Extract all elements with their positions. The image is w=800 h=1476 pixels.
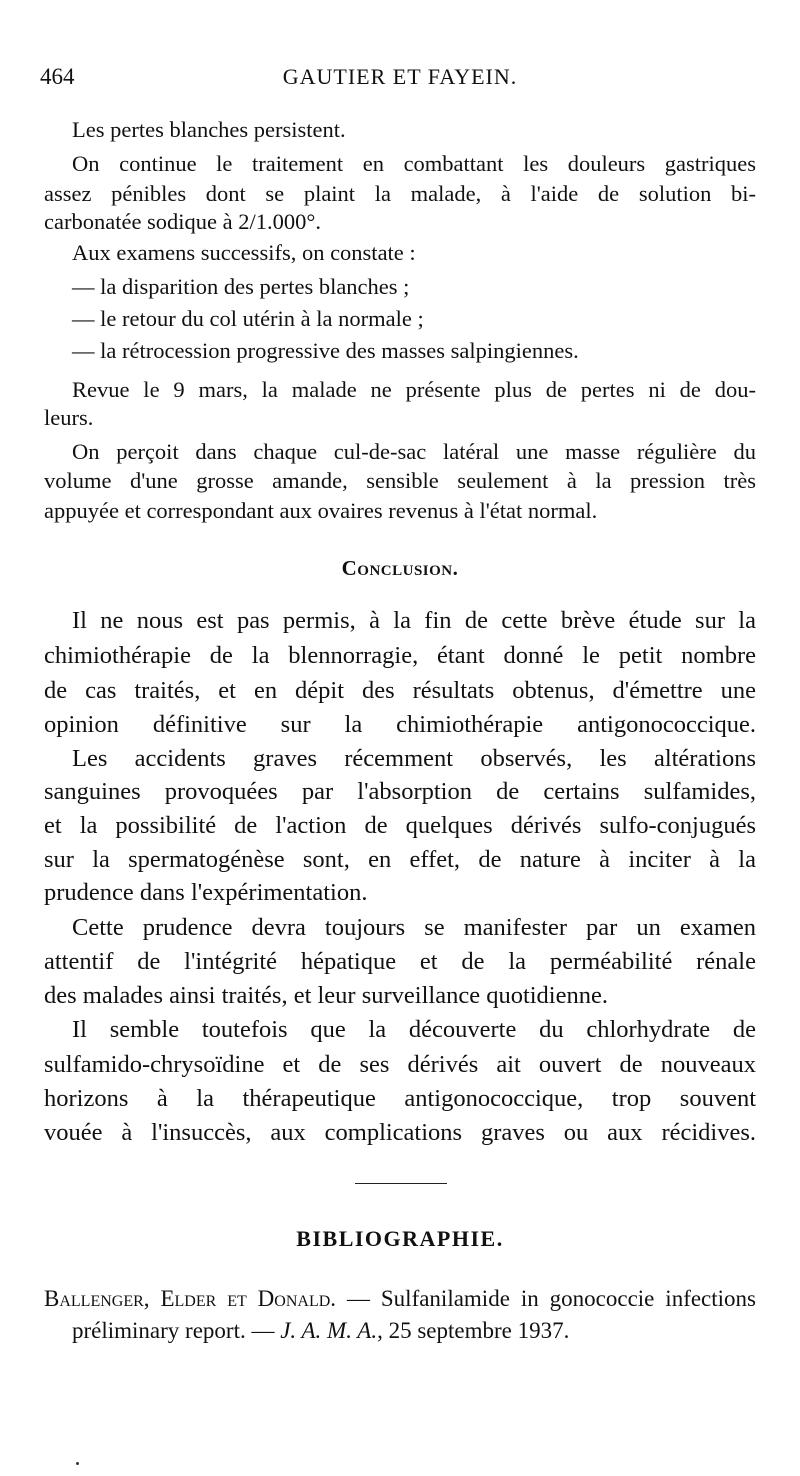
text-line: appuyée et correspondant aux ovaires revenus à l'état normal. xyxy=(44,498,598,523)
reference-authors: Ballenger, Elder et Donald. xyxy=(44,1286,337,1311)
text-line: On continue le traitement en combattant les douleurs gastriques xyxy=(72,151,756,176)
text-line: — le retour du col utérin à la normale ; xyxy=(72,306,424,331)
text-line: On perçoit dans chaque cul-de-sac latéral une masse régulière du xyxy=(72,439,756,464)
section-divider xyxy=(355,1183,447,1184)
reference-title-cont: préliminary report. — xyxy=(72,1318,281,1343)
reference-line-1 xyxy=(44,1282,756,1316)
reference-title: — Sulfanilamide in gonococcie infections xyxy=(336,1286,756,1311)
text-line: assez pénibles dont se plaint la malade, à l'aide de solution bi- xyxy=(44,181,756,206)
running-header xyxy=(0,60,800,100)
running-title: GAUTIER ET FAYEIN. xyxy=(282,64,518,89)
bibliography-heading: BIBLIOGRAPHIE. xyxy=(296,1226,504,1251)
text-line: Cette prudence devra toujours se manifester par un examen xyxy=(72,914,756,941)
text-line: carbonatée sodique à 2/1.000°. xyxy=(44,209,322,234)
text-line: Aux examens successifs, on constate : xyxy=(72,240,416,265)
reference-journal: J. A. M. A. xyxy=(280,1318,378,1343)
text-line: des malades ainsi traités, et leur surveillance quotidienne. xyxy=(44,982,608,1009)
text-line: sulfamido-chrysoïdine et de ses dérivés ait ouvert de nouveaux xyxy=(44,1051,756,1078)
conclusion-heading: Conclusion. xyxy=(341,556,459,580)
reference-date: , 25 septembre 1937. xyxy=(377,1318,570,1343)
text-line: vouée à l'insuccès, aux complications graves ou aux récidives. xyxy=(44,1119,756,1146)
page-speck xyxy=(76,1462,79,1465)
text-line: Il ne nous est pas permis, à la fin de cette brève étude sur la xyxy=(72,607,756,634)
text-line: sanguines provoquées par l'absorption de certains sulfamides, xyxy=(44,778,756,805)
text-line: attentif de l'intégrité hépatique et de la perméabilité rénale xyxy=(44,948,756,975)
text-line: prudence dans l'expérimentation. xyxy=(44,879,368,906)
text-line: Les accidents graves récemment observés, les altérations xyxy=(72,745,756,772)
text-line: Revue le 9 mars, la malade ne présente plus de pertes ni de dou- xyxy=(72,377,756,402)
text-line: leurs. xyxy=(44,405,94,430)
text-line: — la disparition des pertes blanches ; xyxy=(72,274,410,299)
text-line: horizons à la thérapeutique antigonococcique, trop souvent xyxy=(44,1085,756,1112)
text-line: opinion définitive sur la chimiothérapie antigonococcique. xyxy=(44,711,756,738)
text-line: chimiothérapie de la blennorragie, étant donné le petit nombre xyxy=(44,642,756,669)
text-line: et la possibilité de l'action de quelques dérivés sulfo-conjugués xyxy=(44,812,756,839)
text-line: — la rétrocession progressive des masses salpingiennes. xyxy=(72,338,579,363)
page-number: 464 xyxy=(40,64,75,89)
text-line: sur la spermatogénèse sont, en effet, de nature à inciter à la xyxy=(44,846,756,873)
reference-line-2 xyxy=(72,1314,756,1348)
text-line: de cas traités, et en dépit des résultats obtenus, d'émettre une xyxy=(44,677,756,704)
text-line: volume d'une grosse amande, sensible seulement à la pression très xyxy=(44,468,756,493)
text-line: Les pertes blanches persistent. xyxy=(72,117,346,142)
text-line: Il semble toutefois que la découverte du chlorhydrate de xyxy=(72,1016,756,1043)
